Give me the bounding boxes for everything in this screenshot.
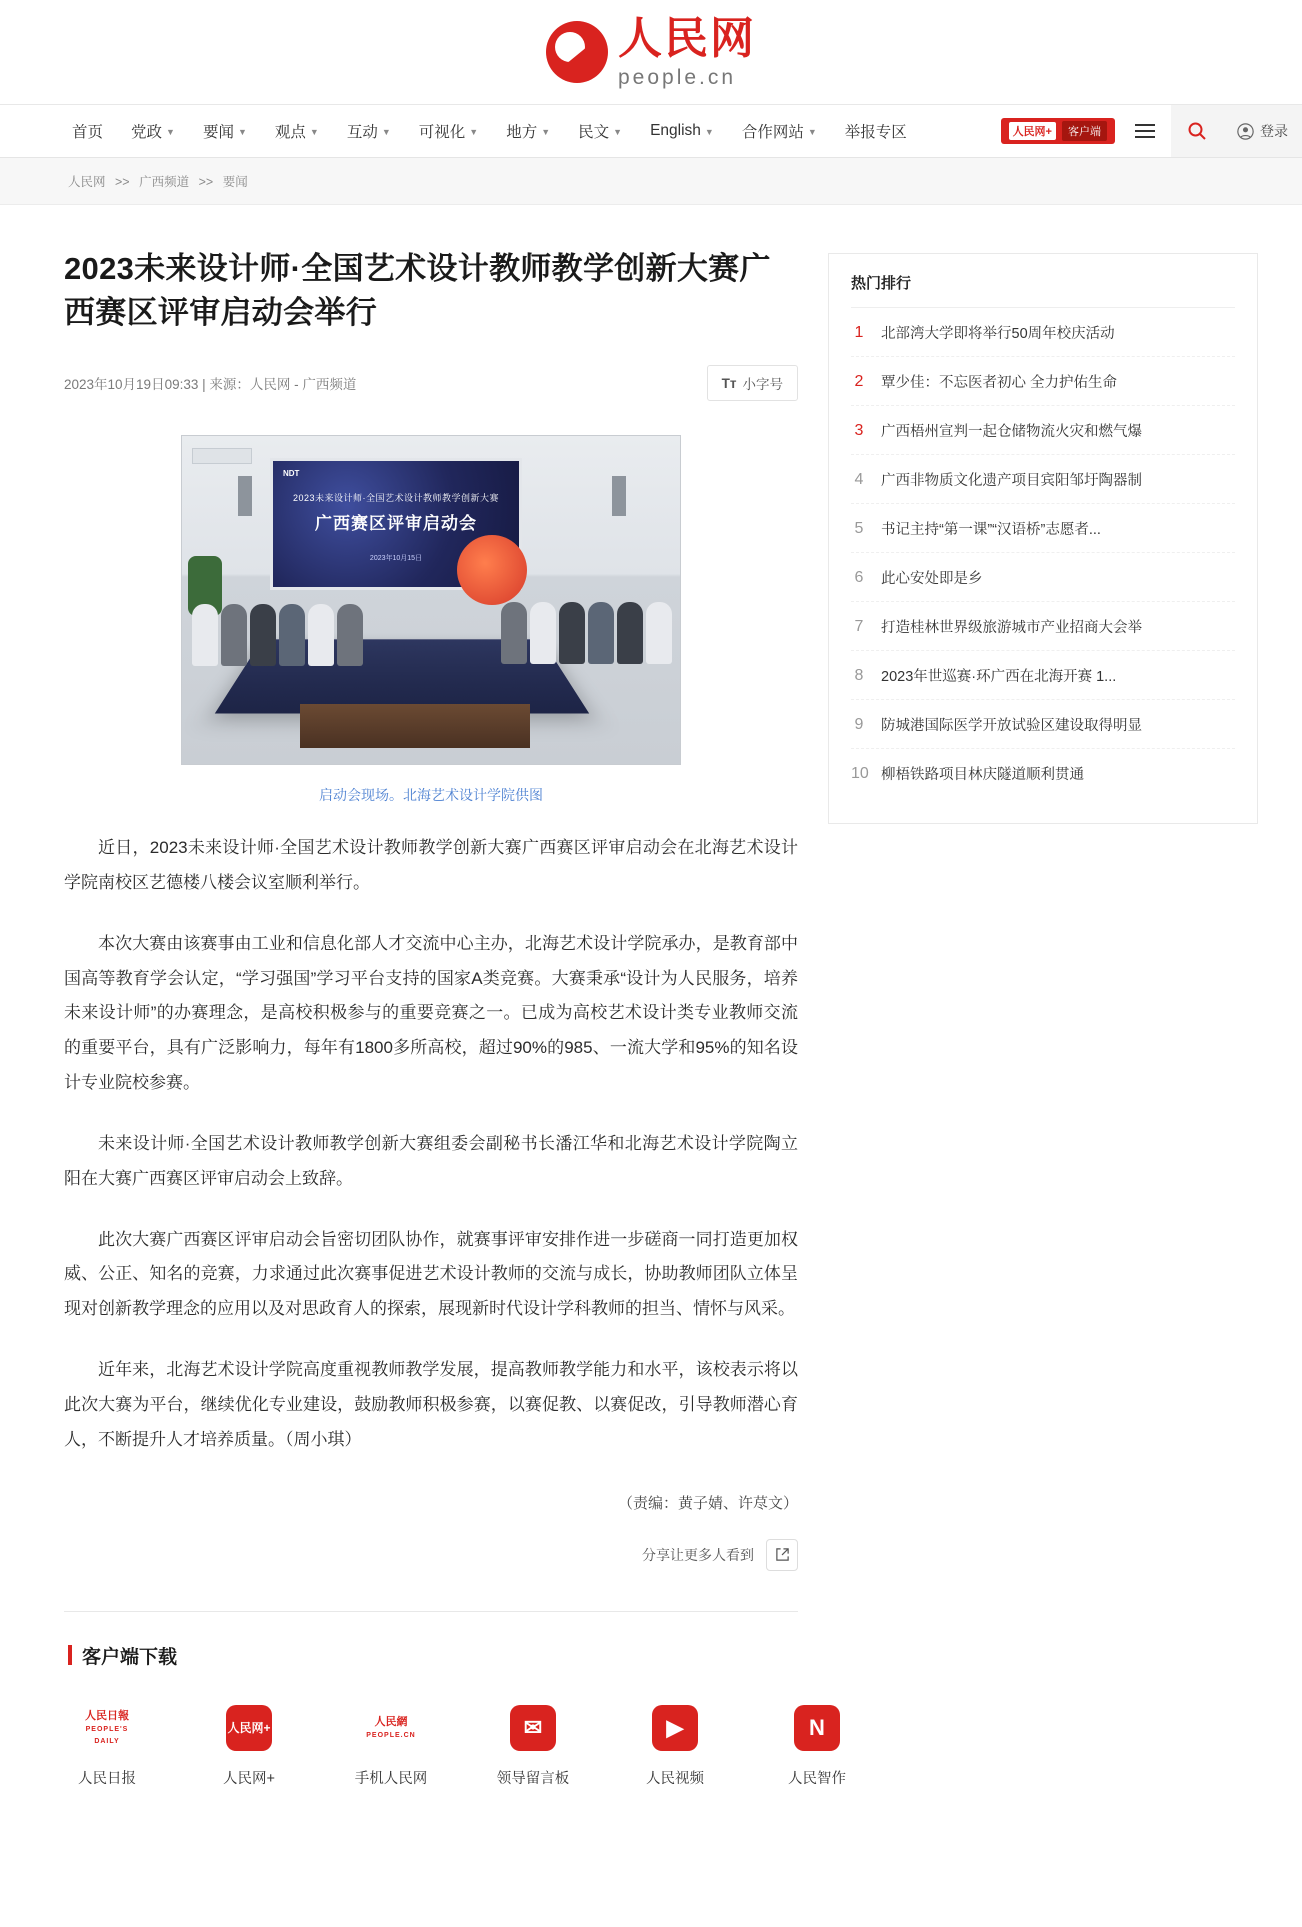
download-label: 人民日报 bbox=[78, 1770, 136, 1787]
people-plus-icon: 人民网+ bbox=[218, 1703, 280, 1753]
rank-text: 柳梧铁路项目林庆隧道顺利贯通 bbox=[881, 767, 1084, 783]
list-item[interactable] bbox=[851, 651, 1235, 700]
download-item-people-zhizuo[interactable] bbox=[778, 1703, 856, 1788]
font-size-label: 小字号 bbox=[742, 377, 783, 393]
nav-list bbox=[0, 105, 1302, 157]
rank-number: 4 bbox=[854, 470, 864, 488]
download-heading bbox=[68, 1642, 1302, 1669]
breadcrumb-separator: >> bbox=[115, 175, 130, 189]
download-label: 人民智作 bbox=[788, 1770, 846, 1787]
breadcrumb-item-0[interactable]: 人民网 bbox=[68, 175, 106, 189]
people-daily-icon: 人民日報 PEOPLE'S DAILY bbox=[85, 1709, 129, 1745]
share-label: 分享让更多人看到 bbox=[642, 1546, 754, 1563]
main-nav bbox=[0, 105, 1302, 158]
nav-item-0[interactable] bbox=[58, 105, 117, 157]
nav-label: English bbox=[650, 122, 701, 139]
section-divider bbox=[64, 1611, 798, 1612]
play-glyph: ▶ bbox=[652, 1705, 698, 1751]
zhizuo-icon bbox=[786, 1703, 848, 1753]
rank-number: 7 bbox=[854, 617, 864, 635]
article-body bbox=[64, 831, 798, 1458]
article-paragraph-3: 此次大赛广西赛区评审启动会旨密切团队协作，就赛事评审安排作进一步磋商一同打造更加权威、公正、知名的竞赛，力求通过此次赛事促进艺术设计教师的交流与成长，协助教师团队立体呈现对创新教学理念的应用以及对思政育人的探索，展现新时代设计学科教师的担当、情怀与风采。 bbox=[64, 1229, 798, 1319]
screen-title: 2023未来设计师·全国艺术设计教师教学创新大赛 bbox=[292, 493, 500, 504]
list-item[interactable] bbox=[851, 357, 1235, 406]
nav-label: 要闻 bbox=[202, 124, 234, 141]
chevron-down-icon: ▼ bbox=[469, 127, 479, 137]
nav-item-6[interactable] bbox=[492, 105, 564, 157]
article-meta-row bbox=[64, 365, 798, 401]
nav-item-8[interactable] bbox=[636, 105, 728, 157]
breadcrumb-bar bbox=[0, 158, 1302, 205]
rank-text: 打造桂林世界级旅游城市产业招商大会举 bbox=[881, 620, 1142, 636]
nav-item-1[interactable] bbox=[117, 105, 189, 157]
nav-label: 党政 bbox=[131, 124, 163, 141]
chevron-down-icon: ▼ bbox=[704, 127, 714, 137]
page-title: 2023未来设计师·全国艺术设计教师教学创新大赛广西赛区评审启动会举行 bbox=[64, 251, 771, 331]
rank-number: 9 bbox=[854, 715, 864, 733]
rank-number: 2 bbox=[854, 372, 864, 390]
rank-text: 书记主持“第一课”“汉语桥”志愿者... bbox=[881, 522, 1101, 538]
download-label: 人民视频 bbox=[646, 1770, 704, 1787]
share-icon bbox=[775, 1547, 790, 1562]
article-column bbox=[28, 227, 798, 1612]
menu-button[interactable] bbox=[1119, 105, 1171, 157]
share-button[interactable] bbox=[766, 1539, 798, 1571]
rank-title: 热门排行 bbox=[851, 272, 1235, 308]
site-header bbox=[0, 0, 1302, 105]
logo-text bbox=[618, 12, 756, 89]
hamburger-icon bbox=[1135, 120, 1155, 142]
nav-item-5[interactable] bbox=[405, 105, 492, 157]
article-image bbox=[181, 435, 681, 765]
nav-label: 举报专区 bbox=[844, 124, 907, 141]
nav-label: 可视化 bbox=[418, 124, 466, 141]
attendees-right bbox=[501, 602, 672, 664]
rank-number: 3 bbox=[854, 421, 864, 439]
article-figure bbox=[64, 435, 798, 805]
font-size-button[interactable] bbox=[707, 365, 798, 401]
logo-chinese: 人民网 bbox=[618, 12, 756, 64]
list-item[interactable] bbox=[851, 308, 1235, 357]
list-item[interactable] bbox=[851, 406, 1235, 455]
font-size-icon: Tт bbox=[721, 375, 737, 391]
play-icon bbox=[644, 1703, 706, 1753]
article-meta: 2023年10月19日09:33 | 来源：人民网 - 广西频道 bbox=[64, 377, 357, 393]
site-logo[interactable] bbox=[546, 12, 756, 89]
login-label: 登录 bbox=[1260, 123, 1288, 139]
breadcrumb-item-2[interactable]: 要闻 bbox=[222, 175, 248, 189]
hot-ranking-card bbox=[828, 253, 1258, 824]
rank-number: 10 bbox=[851, 764, 869, 782]
nav-label: 观点 bbox=[274, 124, 306, 141]
rank-text: 防城港国际医学开放试验区建设取得明显 bbox=[881, 718, 1142, 734]
screen-brand: NDT bbox=[283, 469, 300, 479]
nav-item-2[interactable] bbox=[189, 105, 261, 157]
nav-item-4[interactable] bbox=[333, 105, 405, 157]
breadcrumb-item-1[interactable]: 广西频道 bbox=[139, 175, 190, 189]
chevron-down-icon: ▼ bbox=[381, 127, 391, 137]
download-label: 手机人民网 bbox=[354, 1770, 428, 1787]
screen-date: 2023年10月15日 bbox=[369, 555, 423, 563]
list-item[interactable] bbox=[851, 749, 1235, 797]
screen-heading: 广西赛区评审启动会 bbox=[315, 514, 477, 534]
download-item-message-board[interactable] bbox=[494, 1703, 572, 1788]
breadcrumb-separator: >> bbox=[198, 175, 214, 189]
article-editor: （责编：黄子婧、许荩文） bbox=[617, 1494, 798, 1512]
screen-decoration bbox=[457, 535, 527, 605]
rank-number: 6 bbox=[854, 568, 864, 586]
rank-text: 北部湾大学即将举行50周年校庆活动 bbox=[881, 326, 1115, 342]
image-caption: 启动会现场。北海艺术设计学院供图 bbox=[319, 787, 543, 804]
nav-label: 民文 bbox=[578, 124, 610, 141]
list-item[interactable] bbox=[851, 700, 1235, 749]
nav-item-10[interactable] bbox=[831, 105, 921, 157]
ceiling-vent bbox=[192, 448, 252, 464]
chevron-down-icon: ▼ bbox=[807, 127, 817, 137]
sidebar bbox=[828, 227, 1258, 1612]
zhizuo-glyph: N bbox=[794, 1705, 840, 1751]
download-heading-label: 客户端下载 bbox=[82, 1646, 178, 1668]
list-item[interactable] bbox=[851, 553, 1235, 602]
chevron-down-icon: ▼ bbox=[541, 127, 551, 137]
breadcrumb bbox=[0, 158, 1302, 204]
mobile-people-icon: 人民網 PEOPLE.CN bbox=[366, 1715, 416, 1739]
rank-number: 8 bbox=[854, 666, 864, 684]
download-item-people-daily[interactable] bbox=[68, 1703, 146, 1788]
list-item[interactable] bbox=[851, 602, 1235, 651]
search-button[interactable] bbox=[1171, 105, 1223, 157]
speaker-right bbox=[612, 476, 626, 516]
rank-text: 2023年世巡赛·环广西在北海开赛 1... bbox=[881, 669, 1117, 685]
table-front bbox=[300, 704, 530, 748]
chevron-down-icon: ▼ bbox=[166, 127, 175, 137]
logo-english: people.cn bbox=[618, 65, 737, 89]
chevron-down-icon: ▼ bbox=[309, 127, 319, 137]
share-row bbox=[64, 1539, 798, 1571]
nav-label: 首页 bbox=[72, 124, 104, 141]
chevron-down-icon: ▼ bbox=[613, 127, 623, 137]
download-list bbox=[68, 1703, 1302, 1788]
nav-item-7[interactable] bbox=[564, 105, 636, 157]
people-logo-icon bbox=[546, 21, 608, 83]
speaker-left bbox=[238, 476, 252, 516]
download-item-people-plus[interactable] bbox=[210, 1703, 288, 1788]
nav-label: 互动 bbox=[346, 124, 378, 141]
app-download-badge[interactable] bbox=[1001, 118, 1115, 144]
app-badge-primary: 人民网+ bbox=[1009, 122, 1056, 140]
nav-label: 地方 bbox=[506, 124, 538, 141]
rank-text: 覃少佳：不忘医者初心 全力护佑生命 bbox=[881, 375, 1118, 391]
list-item[interactable] bbox=[851, 504, 1235, 553]
download-item-people-video[interactable] bbox=[636, 1703, 714, 1788]
message-glyph: ✉ bbox=[510, 1705, 556, 1751]
list-item[interactable] bbox=[851, 455, 1235, 504]
content-area bbox=[0, 205, 1302, 1612]
article-paragraph-4: 近年来，北海艺术设计学院高度重视教师教学发展，提高教师教学能力和水平，该校表示将以此次大赛为平台，继续优化专业建设，鼓励教师积极参赛，以赛促教、以赛促改，引导教师潜心育人，不断提升人才培养质量。（周小琪） bbox=[64, 1360, 798, 1449]
projection-screen bbox=[270, 458, 522, 590]
article-paragraph-1: 本次大赛由该赛事由工业和信息化部人才交流中心主办，北海艺术设计学院承办，是教育部中国高等教育学会认定，“学习强国”学习平台支持的国家A类竞赛。大赛秉承“设计为人民服务，培养未来设计师”的办赛理念，是高校积极参与的重要竞赛之一。已成为高校艺术设计类专业教师交流的重要平台，具有广泛影响力，每年有1800多所高校，超过90%的985、一流大学和95%的知名设计专业院校参赛。 bbox=[64, 933, 798, 1093]
chevron-down-icon: ▼ bbox=[237, 127, 247, 137]
nav-label: 合作网站 bbox=[741, 124, 804, 141]
rank-text: 广西非物质文化遗产项目宾阳邹圩陶器制 bbox=[881, 473, 1142, 489]
login-button[interactable] bbox=[1223, 105, 1302, 157]
user-icon bbox=[1237, 123, 1254, 140]
download-item-mobile-people[interactable] bbox=[352, 1703, 430, 1788]
rank-number: 5 bbox=[854, 519, 864, 537]
nav-item-3[interactable] bbox=[261, 105, 333, 157]
client-download-section bbox=[0, 1612, 1302, 1828]
nav-item-9[interactable] bbox=[728, 105, 831, 157]
search-icon bbox=[1187, 121, 1207, 141]
message-board-icon bbox=[502, 1703, 564, 1753]
rank-text: 广西梧州宣判一起仓储物流火灾和燃气爆 bbox=[881, 424, 1142, 440]
article-paragraph-0: 近日，2023未来设计师·全国艺术设计教师教学创新大赛广西赛区评审启动会在北海艺术设计学院南校区艺德楼八楼会议室顺利举行。 bbox=[64, 838, 798, 892]
heading-accent-bar bbox=[68, 1645, 72, 1665]
rank-text: 此心安处即是乡 bbox=[881, 571, 983, 587]
article-paragraph-2: 未来设计师·全国艺术设计教师教学创新大赛组委会副秘书长潘江华和北海艺术设计学院陶立阳在大赛广西赛区评审启动会上致辞。 bbox=[64, 1133, 798, 1188]
rank-number: 1 bbox=[854, 323, 864, 341]
nav-right-group bbox=[1001, 105, 1302, 157]
download-label: 领导留言板 bbox=[496, 1770, 570, 1787]
attendees-left bbox=[192, 604, 363, 666]
app-badge-secondary: 客户端 bbox=[1062, 121, 1107, 141]
download-label: 人民网+ bbox=[223, 1770, 275, 1787]
